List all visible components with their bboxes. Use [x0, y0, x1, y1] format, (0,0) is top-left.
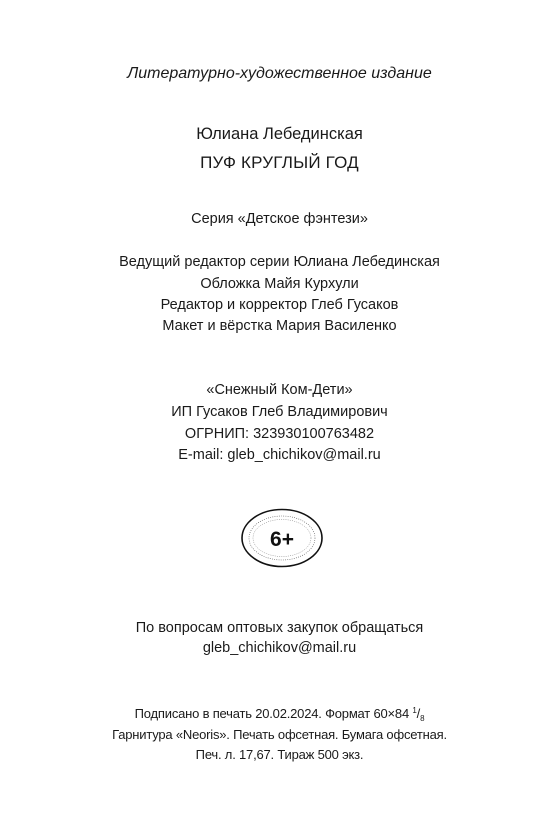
- format-fraction-numerator: 1: [412, 706, 417, 715]
- author-name: Юлиана Лебединская: [196, 125, 363, 143]
- credit-line: Ведущий редактор серии Юлиана Лебединская: [119, 254, 440, 270]
- credit-line: Макет и вёрстка Мария Василенко: [162, 318, 397, 334]
- print-run-line: Печ. л. 17,67. Тираж 500 экз.: [195, 747, 364, 762]
- age-rating-badge: [241, 508, 323, 568]
- publisher-name: «Снежный Ком-Дети»: [206, 382, 353, 398]
- publisher-owner: ИП Гусаков Глеб Владимирович: [171, 404, 388, 420]
- age-rating-label: 6+: [270, 528, 294, 551]
- publisher-email: E-mail: gleb_chichikov@mail.ru: [178, 447, 381, 463]
- credit-line: Обложка Майя Курхули: [200, 276, 359, 292]
- typeface-line: Гарнитура «Neoris». Печать офсетная. Бумага офсетная.: [112, 727, 447, 742]
- publisher-ogrnip: ОГРНИП: 323930100763482: [184, 426, 375, 442]
- print-signed-text: Подписано в печать 20.02.2024. Формат 60×84: [134, 706, 409, 721]
- credit-line: Редактор и корректор Глеб Гусаков: [160, 297, 399, 313]
- wholesale-email: gleb_chichikov@mail.ru: [202, 640, 357, 656]
- series-name: Серия «Детское фэнтези»: [191, 211, 368, 227]
- format-fraction-denominator: 8: [420, 714, 425, 723]
- genre-label: Литературно-художественное издание: [127, 65, 432, 82]
- wholesale-info: По вопросам оптовых закупок обращаться: [135, 620, 424, 636]
- book-title: ПУФ КРУГЛЫЙ ГОД: [200, 153, 359, 172]
- print-signed-line: Подписано в печать 20.02.2024. Формат 60×84 $^1/_8$: [134, 706, 425, 723]
